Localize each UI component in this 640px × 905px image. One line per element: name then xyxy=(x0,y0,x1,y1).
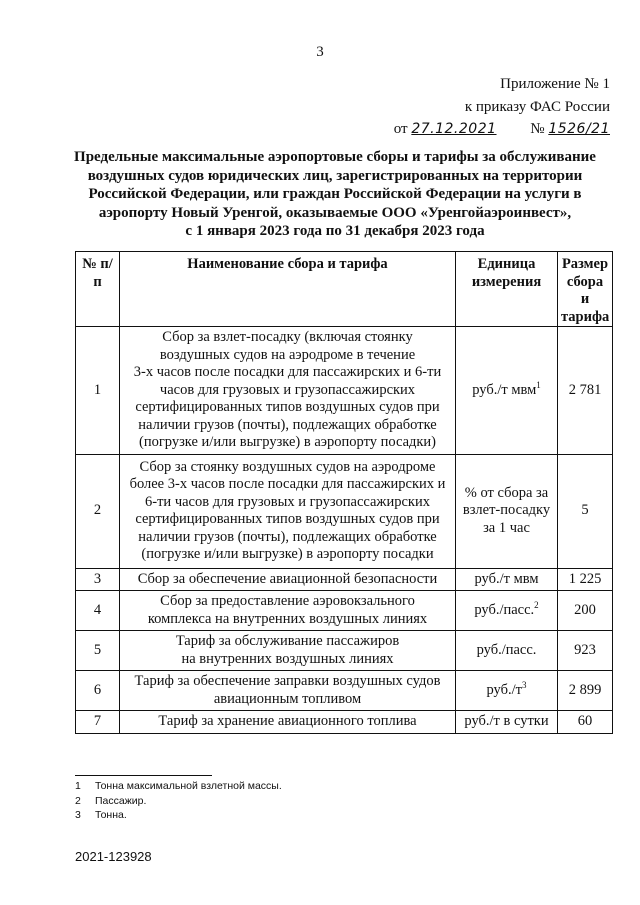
row-name-line: (погрузке и/или выгрузке) в аэропорту посадки) xyxy=(138,434,437,450)
row-name xyxy=(120,454,456,568)
footnotes xyxy=(75,779,282,823)
row-value: 2 899 xyxy=(558,671,613,711)
row-name-line: сертифицированных типов воздушных судов при xyxy=(135,511,440,527)
date-prefix: от xyxy=(393,121,408,137)
footnote: 1 Тонна максимальной взлетной массы. xyxy=(75,780,282,792)
table-row xyxy=(76,568,613,591)
row-unit: % от сбора за взлет-посадку за 1 час xyxy=(456,454,558,568)
header-size: Размер сбора и тарифа xyxy=(558,252,613,327)
row-name-line: Сбор за стоянку воздушных судов на аэродроме xyxy=(139,458,436,475)
header-num: № п/п xyxy=(76,252,120,327)
row-name-line: Сбор за взлет-посадку (включая стоянку xyxy=(162,329,413,345)
appendix-date-number-line xyxy=(394,121,610,138)
row-unit: руб./т в сутки xyxy=(456,711,558,734)
footnote-ref: 3 xyxy=(522,679,527,690)
row-name-line: сертифицированных типов воздушных судов при xyxy=(135,399,440,415)
title-line: с 1 января 2023 года по 31 декабря 2023 года xyxy=(185,223,485,239)
row-name-line: (погрузке и/или выгрузке) в аэропорту посадки xyxy=(141,546,434,562)
row-unit: руб./т мвм$^1$ xyxy=(456,327,558,455)
row-value: 200 xyxy=(558,591,613,631)
appendix-title: Приложение № 1 xyxy=(500,76,610,92)
row-value: 1 225 xyxy=(558,568,613,591)
header-unit: Единица измерения xyxy=(456,252,558,327)
handwritten-date: 27.12.2021 xyxy=(411,121,497,137)
row-name-line: часов для грузовых и грузопассажирских xyxy=(159,381,416,398)
row-num: 1 xyxy=(76,327,120,455)
page-number: 3 xyxy=(316,44,324,60)
table-row xyxy=(76,711,613,734)
row-name-line: Сбор за предоставление аэровокзального xyxy=(160,593,415,609)
header-name: Наименование сбора и тарифа xyxy=(120,252,456,327)
row-num: 2 xyxy=(76,454,120,568)
row-name xyxy=(120,631,456,671)
footnote: 2 Пассажир. xyxy=(75,794,147,807)
row-value: 5 xyxy=(558,454,613,568)
table-header-row xyxy=(76,252,613,327)
row-name-line: Тариф за обслуживание пассажиров xyxy=(175,633,400,649)
row-name xyxy=(120,568,456,591)
row-unit: руб./пасс.$^2$ xyxy=(456,591,558,631)
table-row xyxy=(76,671,613,711)
document-title xyxy=(70,148,600,241)
row-unit: руб./пасс. xyxy=(456,631,558,671)
row-num: 5 xyxy=(76,631,120,671)
row-name xyxy=(120,327,456,455)
row-value: 60 xyxy=(558,711,613,734)
row-value: 923 xyxy=(558,631,613,671)
row-name-line: наличии грузов (почты), подлежащих обработке xyxy=(138,528,437,545)
document-number: 2021-123928 xyxy=(75,849,152,864)
row-unit: $руб./т^3$ xyxy=(456,671,558,711)
row-name xyxy=(120,671,456,711)
title-line: воздушных судов юридических лиц, зарегистрированных на территории xyxy=(87,167,583,184)
row-name-line: наличии грузов (почты), подлежащих обработке xyxy=(138,416,437,433)
row-name xyxy=(120,711,456,734)
table-row xyxy=(76,631,613,671)
footnote-divider xyxy=(75,775,212,776)
footnote-ref: 1 xyxy=(536,379,541,390)
row-unit: руб./т мвм xyxy=(456,568,558,591)
row-name-line: Тариф за обеспечение заправки воздушных судов xyxy=(134,673,441,689)
title-line: Предельные максимальные аэропортовые сборы и тарифы за обслуживание xyxy=(74,149,596,165)
row-num: 3 xyxy=(76,568,120,591)
row-value: 2 781 xyxy=(558,327,613,455)
footnote: 3 Тонна. xyxy=(75,809,127,821)
row-name-line: авиационным топливом xyxy=(213,690,362,707)
row-num: 4 xyxy=(76,591,120,631)
title-line: Российской Федерации, или граждан Российской Федерации на услуги в xyxy=(88,186,582,202)
footnote-ref: 2 xyxy=(534,599,539,610)
handwritten-number: 1526/21 xyxy=(548,121,610,137)
row-num: 7 xyxy=(76,711,120,734)
number-prefix: № xyxy=(530,121,545,137)
row-name-line: комплекса на внутренних воздушных линиях xyxy=(147,610,428,627)
row-name xyxy=(120,591,456,631)
title-line: аэропорту Новый Уренгой, оказываемые ООО «Уренгойаэроинвест», xyxy=(98,204,572,221)
row-name-line: Сбор за обеспечение авиационной безопасности xyxy=(137,570,438,587)
table-row xyxy=(76,591,613,631)
row-name-line: Тариф за хранение авиационного топлива xyxy=(158,713,417,729)
row-name-line: 6-ти часов для грузовых и грузопассажирских xyxy=(145,493,430,510)
row-num: 6 xyxy=(76,671,120,711)
row-name-line: на внутренних воздушных линиях xyxy=(181,650,394,667)
table-row xyxy=(76,454,613,568)
table-row xyxy=(76,327,613,455)
row-name-line: воздушных судов на аэродроме в течение xyxy=(159,346,416,363)
row-name-line: 3-х часов после посадки для пассажирских и 6-ти xyxy=(133,364,442,380)
fees-table xyxy=(75,251,613,734)
row-name-line: более 3-х часов после посадки для пассажирских и xyxy=(129,476,446,492)
appendix-order-line: к приказу ФАС России xyxy=(464,99,610,115)
